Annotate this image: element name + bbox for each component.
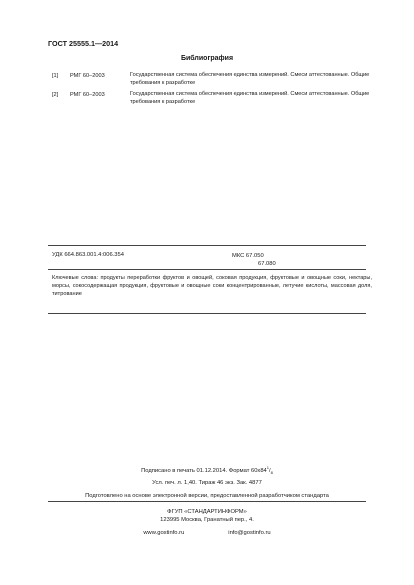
publisher-address: 123995 Москва, Гранатный пер., 4. bbox=[160, 517, 254, 524]
publisher-block bbox=[0, 508, 414, 524]
format-superscript: 1 bbox=[266, 465, 270, 470]
mks-code-primary: МКС 67.050 bbox=[232, 253, 264, 259]
bibliography-item-reference: РМГ 60–2003 bbox=[70, 92, 105, 98]
separator-line bbox=[48, 245, 366, 246]
format-subscript: 8 bbox=[270, 470, 273, 476]
signed-for-print-text: Подписано в печать 01.12.2014. Формат 60x84 bbox=[141, 467, 267, 474]
standard-code: ГОСТ 25555.1—2014 bbox=[48, 39, 119, 48]
publisher-contacts bbox=[0, 530, 414, 536]
mks-code bbox=[232, 252, 276, 268]
udk-code: УДК 664.863.001.4:006.354 bbox=[52, 252, 124, 258]
bibliography-item-reference: РМГ 60–2003 bbox=[70, 73, 105, 79]
bibliography-title: Библиография bbox=[180, 55, 234, 62]
keywords-paragraph: Ключевые слова: продукты переработки фруктов и овощей, соковая продукция, фруктовые и овощные соки, нектары, морсы, сокосодержащая продукция, фруктовые и овощные соки концентрированные, летучие кислоты, массовая доля, титрование bbox=[52, 275, 372, 297]
publisher-website-link[interactable]: www.gostinfo.ru bbox=[143, 530, 185, 536]
separator-line bbox=[48, 269, 366, 270]
publisher-email-link[interactable]: info@gostinfo.ru bbox=[228, 530, 271, 536]
publisher-name: ФГУП «СТАНДАРТИНФОРМ» bbox=[167, 509, 247, 515]
bibliography-item-text: Государственная система обеспечения единства измерений. Смеси аттестованные. Общие требования к разработке bbox=[130, 72, 370, 86]
separator-line bbox=[48, 501, 366, 502]
mks-code-secondary: 67.080 bbox=[258, 261, 276, 267]
signed-for-print-line bbox=[0, 465, 414, 475]
separator-line bbox=[48, 313, 366, 314]
format-slash: / bbox=[269, 467, 271, 474]
prepared-from-line: Подготовлено на основе электронной версии, предоставленной разработчиком стандарта bbox=[85, 493, 329, 499]
bibliography-item-number: [1] bbox=[52, 73, 59, 79]
bibliography-item-text: Государственная система обеспечения единства измерений. Смеси аттестованные. Общие требования к разработке bbox=[130, 91, 370, 105]
bibliography-item-number: [2] bbox=[52, 92, 59, 98]
print-sheets-line: Усл. печ. л. 1,40. Тираж 46 экз. Зак. 4877 bbox=[152, 480, 262, 486]
